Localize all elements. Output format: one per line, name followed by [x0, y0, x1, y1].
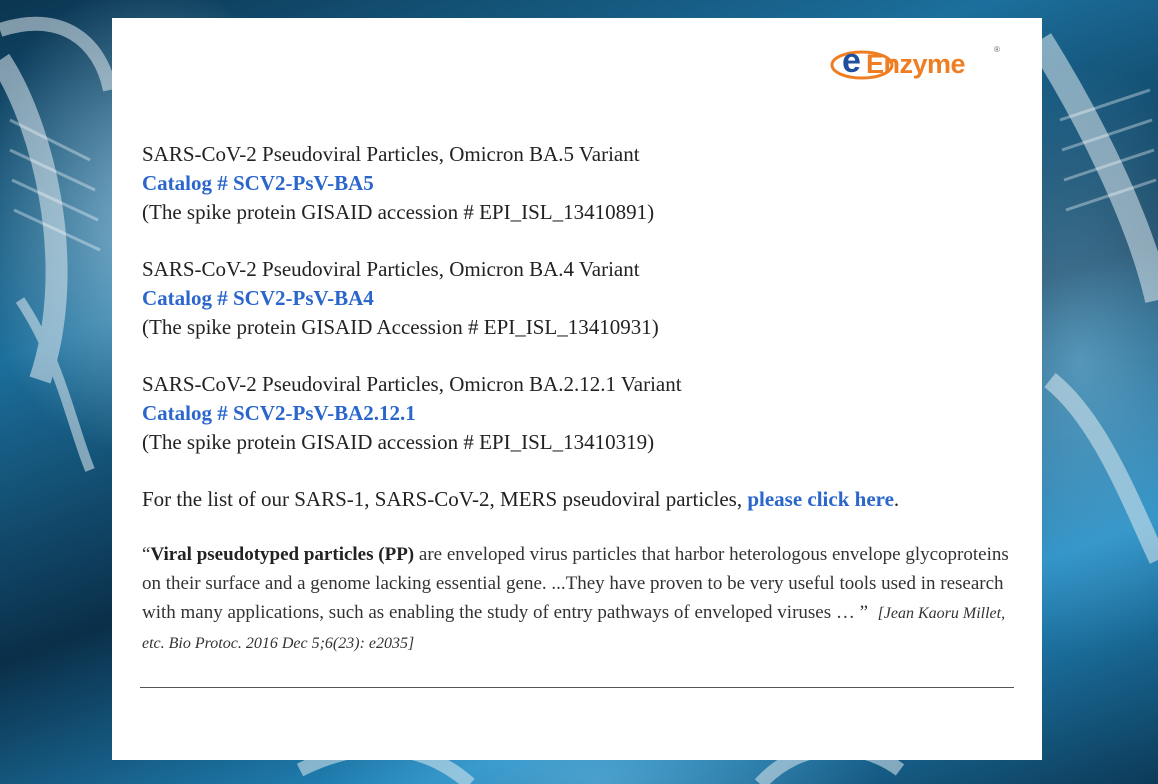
quote-bold-term: Viral pseudotyped particles (PP) [150, 544, 415, 565]
product-accession: (The spike protein GISAID accession # EPI_ISL_13410319) [142, 430, 655, 454]
product-ba5 [142, 140, 1022, 227]
catalog-link-ba4[interactable]: Catalog # SCV2-PsV-BA4 [142, 286, 374, 310]
quote-open: “ [142, 544, 151, 565]
product-name: SARS-CoV-2 Pseudoviral Particles, Omicron BA.5 Variant [142, 142, 640, 166]
particle-list-line [142, 485, 1022, 514]
product-name: SARS-CoV-2 Pseudoviral Particles, Omicron BA.2.12.1 Variant [142, 372, 682, 396]
divider [140, 687, 1014, 688]
logo-e: e [842, 42, 861, 80]
quote-block [142, 540, 1022, 658]
product-ba4 [142, 255, 1022, 342]
catalog-link-ba2-12-1[interactable]: Catalog # SCV2-PsV-BA2.12.1 [142, 401, 416, 425]
click-here-link[interactable]: please click here [747, 487, 894, 511]
quote-citation: [Jean Kaoru Millet, etc. Bio Protoc. 2016 Dec 5;6(23): e2035] [142, 605, 1006, 652]
list-line-end: . [893, 487, 900, 511]
product-ba2-12-1 [142, 370, 1022, 457]
product-accession: (The spike protein GISAID accession # EPI_ISL_13410891) [142, 200, 655, 224]
list-line-text: For the list of our SARS-1, SARS-CoV-2, MERS pseudoviral particles, [142, 487, 748, 511]
catalog-link-ba5[interactable]: Catalog # SCV2-PsV-BA5 [142, 171, 374, 195]
product-name: SARS-CoV-2 Pseudoviral Particles, Omicron BA.4 Variant [142, 257, 640, 281]
quote-body: are enveloped virus particles that harbor heterologous envelope glycoproteins on their surface and a genome lacking essential gene. ...They have proven to be very useful tools used in research with many applications, such as enabling the study of entry pathways of enveloped viruses … ” [142, 544, 1009, 623]
logo-word: Enzyme [866, 49, 966, 79]
logo-registered-mark: ® [994, 45, 1000, 54]
eenzyme-logo[interactable] [830, 42, 1006, 86]
product-accession: (The spike protein GISAID Accession # EPI_ISL_13410931) [142, 315, 659, 339]
main-content [142, 140, 1022, 658]
content-card [112, 18, 1042, 760]
